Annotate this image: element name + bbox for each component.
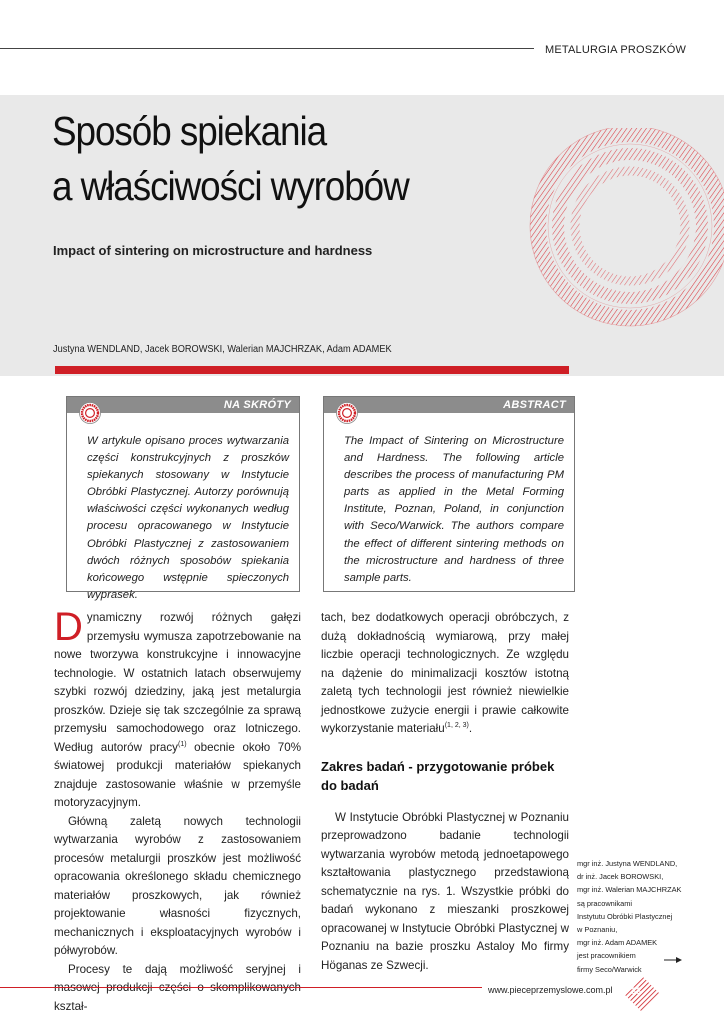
summary-box-en-text: The Impact of Sintering on Microstructure and Hardness. The following article describes the process of manufacturing PM parts as applied in the Metal Forming Institute, Poznan, Poland, in conjunction with Seco/Warwick. The authors compare the effect of different sintering methods on the microstructure and hardness of three sample parts. — [344, 435, 564, 584]
affiliation-line: są pracownikami — [577, 898, 633, 908]
affiliation-line: dr inż. Jacek BOROWSKI, — [577, 872, 664, 882]
page-number: 33 — [630, 986, 641, 996]
summary-box-en-label: ABSTRACT — [324, 397, 574, 413]
ring-logo-icon — [79, 402, 101, 424]
affiliation-line: mgr inż. Justyna WENDLAND, — [577, 859, 678, 868]
affiliation-line: Instytutu Obróbki Plastycznej — [577, 911, 673, 921]
summary-box-pl-text: W artykule opisano proces wytwarzania części konstrukcyjnych z proszków spiekanych stosowany w Instytucie Obróbki Plastycznej. Autorzy porównują właściwości części wykonanych według procesu opracowanego w Instytucie Obróbki Plastycznej z zastosowaniem dwóch różnych sposobów spiekania końcowego wstępnie spieczonych wyprasek. — [87, 435, 289, 601]
paragraph-4: tach, bez dodatkowych operacji obróbczych, z dużą dokładnością wymiarową, przy małej liczbie operacji technologicznych. Ze względu na dążenie do minimalizacji kosztów istotną zaletą tych technologii jest również niewielkie jednostkowe zużycie energii i prawie całkowite wykorzystanie materiału — [321, 611, 569, 735]
article-title — [52, 104, 409, 214]
paragraph-3: Procesy te dają możliwość seryjnej i masowej produkcji części o skomplikowanych kształ- — [54, 962, 301, 1013]
affiliation-line: w Poznaniu, — [577, 925, 618, 935]
header-rule — [0, 48, 534, 49]
concentric-circles-decoration-icon — [490, 128, 724, 328]
title-line-1: Sposób spiekania — [52, 108, 327, 154]
body-column-left — [54, 605, 301, 1016]
arrow-right-icon — [664, 956, 682, 964]
citation-ref: (1, 2, 3) — [444, 722, 469, 730]
affiliation-line: jest pracownikiem — [577, 951, 636, 961]
paragraph-1: ynamiczny rozwój różnych gałęzi przemysłu wymusza zapotrzebowanie na nowe tworzywa konstrukcyjne i innowacyjne technologie. W ostatnich latach obserwujemy szybki rozwój dziedziny, jaką jest metalurgia proszków. Dzieje się tak szczególnie za sprawą przemysłu samochodowego oraz lotniczego. Według autorów pracy — [54, 611, 301, 754]
affiliation-line: firmy Seco/Warwick — [577, 964, 642, 974]
section-label: METALURGIA PROSZKÓW — [545, 44, 687, 56]
article-authors: Justyna WENDLAND, Jacek BOROWSKI, Walerian MAJCHRZAK, Adam ADAMEK — [53, 344, 392, 355]
paragraph-1-cont: obecnie około 70% światowej produkcji materiałów spiekanych znajduje zastosowanie właśnie w przemyśle motoryzacyjnym. — [54, 740, 301, 809]
page-number-badge — [622, 974, 662, 1014]
footer-rule — [0, 987, 482, 988]
summary-box-pl — [66, 396, 300, 601]
section-heading: Zakres badań - przygotowanie próbek do badań — [321, 758, 555, 793]
affiliation-line: mgr inż. Walerian MAJCHRZAK — [577, 885, 682, 895]
body-column-right — [321, 609, 569, 975]
accent-bar — [55, 366, 569, 374]
citation-ref: (1) — [177, 740, 187, 748]
article-subtitle: Impact of sintering on microstructure and hardness — [53, 243, 373, 258]
title-line-2: a właściwości wyrobów — [52, 163, 409, 209]
summary-box-pl-label: NA SKRÓTY — [67, 397, 299, 413]
paragraph-4-end: . — [468, 722, 473, 735]
ring-logo-icon — [336, 402, 358, 424]
paragraph-2: Główną zaletą nowych technologii wytwarzania wyrobów z zastosowaniem procesów metalurgii proszków jest możliwość opracowania określonego składu chemicznego materiałów proszkowych, jak również projektowanie własności fizycznych, mechanicznych i eksploatacyjnych wyrobów i półwyrobów. — [54, 814, 301, 957]
footer-url[interactable]: www.pieceprzemyslowe.com.pl — [488, 985, 613, 995]
paragraph-5: W Instytucie Obróbki Plastycznej w Poznaniu przeprowadzono badanie technologii wytwarzania wyrobów metodą jednoetapowego kształtowania plastycznego przedstawioną schematycznie na rys. 1. Wszystkie próbki do badań wykonano z mieszanki proszkowej opracowanej w Instytucie Obróbki Plastycznej w Poznaniu na bazie proszku Astaloy Mo firmy Höganas ze Szwecji. — [321, 810, 569, 972]
summary-box-en — [323, 396, 575, 592]
drop-cap: D — [54, 605, 83, 649]
affiliation-line: mgr inż. Adam ADAMEK — [577, 938, 658, 948]
